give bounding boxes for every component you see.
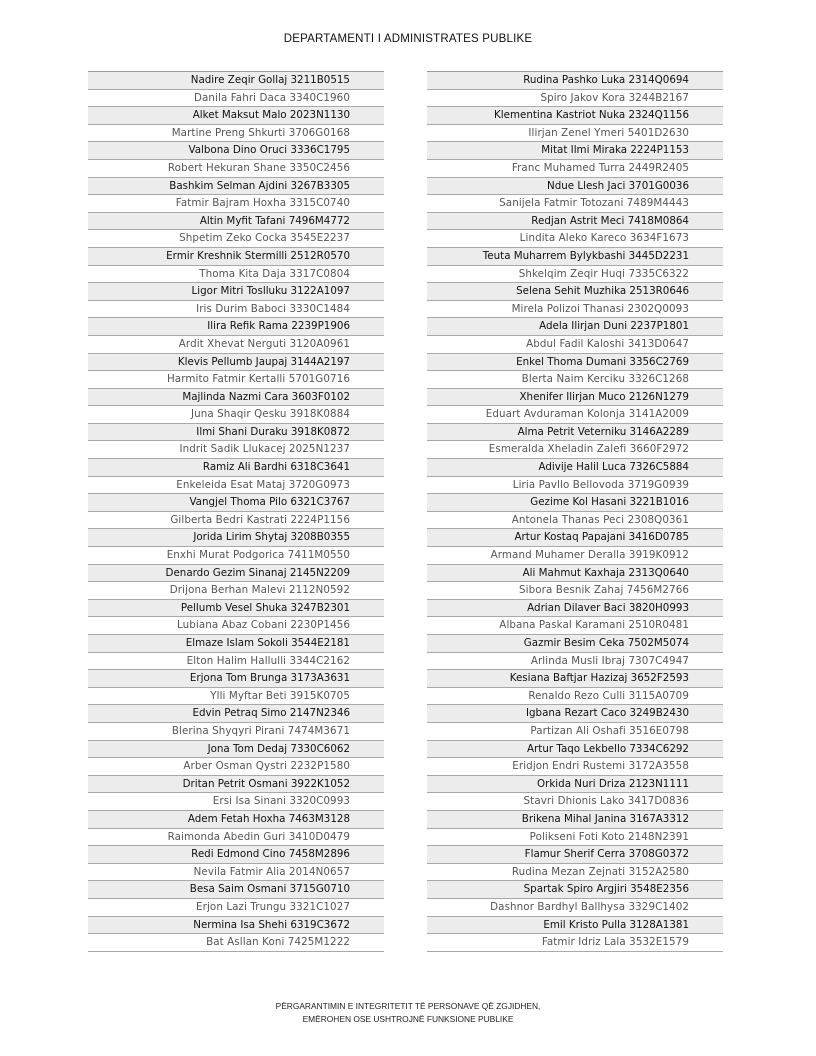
name-entry-row: Enkeleida Esat Mataj 3720G0973 bbox=[88, 477, 384, 495]
name-entry-row: Elmaze Islam Sokoli 3544E2181 bbox=[88, 635, 384, 653]
name-entry-row: Redjan Astrit Meci 7418M0864 bbox=[427, 213, 723, 231]
name-entry-row: Eduart Avduraman Kolonja 3141A2009 bbox=[427, 406, 723, 424]
name-entry-row: Polikseni Foti Koto 2148N2391 bbox=[427, 829, 723, 847]
name-entry-row: Danila Fahri Daca 3340C1960 bbox=[88, 90, 384, 108]
name-entry-row: Shkelqim Zeqir Huqi 7335C6322 bbox=[427, 266, 723, 284]
name-entry-row: Martine Preng Shkurti 3706G0168 bbox=[88, 125, 384, 143]
name-entry-row: Ylli Myftar Beti 3915K0705 bbox=[88, 688, 384, 706]
name-entry-row: Artur Taqo Lekbello 7334C6292 bbox=[427, 741, 723, 759]
name-entry-row: Elton Halim Hallulli 3344C2162 bbox=[88, 653, 384, 671]
name-entry-row: Spartak Spiro Argjiri 3548E2356 bbox=[427, 881, 723, 899]
name-entry-row: Besa Saim Osmani 3715G0710 bbox=[88, 881, 384, 899]
name-entry-row: Vangjel Thoma Pilo 6321C3767 bbox=[88, 494, 384, 512]
name-entry-row: Eridjon Endri Rustemi 3172A3558 bbox=[427, 758, 723, 776]
name-entry-row: Arber Osman Qystri 2232P1580 bbox=[88, 758, 384, 776]
name-entry-row: Gezime Kol Hasani 3221B1016 bbox=[427, 494, 723, 512]
name-entry-row: Teuta Muharrem Bylykbashi 3445D2231 bbox=[427, 248, 723, 266]
name-entry-row: Bashkim Selman Ajdini 3267B3305 bbox=[88, 178, 384, 196]
name-entry-row: Enkel Thoma Dumani 3356C2769 bbox=[427, 354, 723, 372]
name-entry-row: Erjon Lazi Trungu 3321C1027 bbox=[88, 899, 384, 917]
name-entry-row: Nadire Zeqir Gollaj 3211B0515 bbox=[88, 72, 384, 90]
right-name-column bbox=[427, 71, 723, 952]
name-entry-row: Igbana Rezart Caco 3249B2430 bbox=[427, 705, 723, 723]
name-entry-row: Ali Mahmut Kaxhaja 2313Q0640 bbox=[427, 565, 723, 583]
name-entry-row: Pellumb Vesel Shuka 3247B2301 bbox=[88, 600, 384, 618]
name-entry-row: Harmito Fatmir Kertalli 5701G0716 bbox=[88, 371, 384, 389]
name-entry-row: Lindita Aleko Kareco 3634F1673 bbox=[427, 230, 723, 248]
name-entry-row: Xhenifer Ilirjan Muco 2126N1279 bbox=[427, 389, 723, 407]
name-entry-row: Raimonda Abedin Guri 3410D0479 bbox=[88, 829, 384, 847]
name-entry-row: Gilberta Bedri Kastrati 2224P1156 bbox=[88, 512, 384, 530]
name-entry-row: Edvin Petraq Simo 2147N2346 bbox=[88, 705, 384, 723]
name-entry-row: Iris Durim Baboci 3330C1484 bbox=[88, 301, 384, 319]
name-entry-row: Valbona Dino Oruci 3336C1795 bbox=[88, 142, 384, 160]
name-entry-row: Abdul Fadil Kaloshi 3413D0647 bbox=[427, 336, 723, 354]
name-entry-row: Brikena Mihal Janina 3167A3312 bbox=[427, 811, 723, 829]
name-entry-row: Lubiana Abaz Cobani 2230P1456 bbox=[88, 617, 384, 635]
name-entry-row: Franc Muhamed Turra 2449R2405 bbox=[427, 160, 723, 178]
name-entry-row: Bat Asllan Koni 7425M1222 bbox=[88, 934, 384, 952]
name-entry-row: Nevila Fatmir Alia 2014N0657 bbox=[88, 864, 384, 882]
name-entry-row: Majlinda Nazmi Cara 3603F0102 bbox=[88, 389, 384, 407]
name-entry-row: Arlinda Musli Ibraj 7307C4947 bbox=[427, 653, 723, 671]
name-entry-row: Redi Edmond Cino 7458M2896 bbox=[88, 846, 384, 864]
name-entry-row: Ligor Mitri Toslluku 3122A1097 bbox=[88, 283, 384, 301]
name-entry-row: Alma Petrit Veterniku 3146A2289 bbox=[427, 424, 723, 442]
name-entry-row: Selena Sehit Muzhika 2513R0646 bbox=[427, 283, 723, 301]
name-entry-row: Orkida Nuri Driza 2123N1111 bbox=[427, 776, 723, 794]
name-entry-row: Liria Pavllo Bellovoda 3719G0939 bbox=[427, 477, 723, 495]
name-entry-row: Ardit Xhevat Nerguti 3120A0961 bbox=[88, 336, 384, 354]
name-entry-row: Klevis Pellumb Jaupaj 3144A2197 bbox=[88, 354, 384, 372]
name-entry-row: Mirela Polizoi Thanasi 2302Q0093 bbox=[427, 301, 723, 319]
name-entry-row: Albana Paskal Karamani 2510R0481 bbox=[427, 617, 723, 635]
name-entry-row: Adem Fetah Hoxha 7463M3128 bbox=[88, 811, 384, 829]
name-entry-row: Esmeralda Xheladin Zalefi 3660F2972 bbox=[427, 441, 723, 459]
name-entry-row: Armand Muhamer Deralla 3919K0912 bbox=[427, 547, 723, 565]
name-entry-row: Ilira Refik Rama 2239P1906 bbox=[88, 318, 384, 336]
name-entry-row: Sanijela Fatmir Totozani 7489M4443 bbox=[427, 195, 723, 213]
name-entry-row: Dritan Petrit Osmani 3922K1052 bbox=[88, 776, 384, 794]
name-entry-row: Rudina Pashko Luka 2314Q0694 bbox=[427, 72, 723, 90]
name-entry-row: Blerta Naim Kerciku 3326C1268 bbox=[427, 371, 723, 389]
name-entry-row: Mitat Ilmi Miraka 2224P1153 bbox=[427, 142, 723, 160]
name-entry-row: Ndue Llesh Jaci 3701G0036 bbox=[427, 178, 723, 196]
name-entry-row: Kesiana Baftjar Hazizaj 3652F2593 bbox=[427, 670, 723, 688]
name-entry-row: Erjona Tom Brunga 3173A3631 bbox=[88, 670, 384, 688]
name-entry-row: Juna Shaqir Qesku 3918K0884 bbox=[88, 406, 384, 424]
name-entry-row: Gazmir Besim Ceka 7502M5074 bbox=[427, 635, 723, 653]
name-entry-row: Fatmir Bajram Hoxha 3315C0740 bbox=[88, 195, 384, 213]
name-entry-row: Nermina Isa Shehi 6319C3672 bbox=[88, 917, 384, 935]
name-entry-row: Spiro Jakov Kora 3244B2167 bbox=[427, 90, 723, 108]
name-entry-row: Jona Tom Dedaj 7330C6062 bbox=[88, 741, 384, 759]
left-name-column bbox=[88, 71, 384, 952]
name-entry-row: Adivije Halil Luca 7326C5884 bbox=[427, 459, 723, 477]
name-entry-row: Adrian Dilaver Baci 3820H0993 bbox=[427, 600, 723, 618]
name-entry-row: Renaldo Rezo Culli 3115A0709 bbox=[427, 688, 723, 706]
name-entry-row: Drijona Berhan Malevi 2112N0592 bbox=[88, 582, 384, 600]
name-entry-row: Partizan Ali Oshafi 3516E0798 bbox=[427, 723, 723, 741]
name-entry-row: Indrit Sadik Llukacej 2025N1237 bbox=[88, 441, 384, 459]
footer-line-1: PËRGARANTIMIN E INTEGRITETIT TË PERSONAVE QË ZGJIDHEN, bbox=[275, 1001, 541, 1011]
name-entry-row: Thoma Kita Daja 3317C0804 bbox=[88, 266, 384, 284]
name-entry-row: Robert Hekuran Shane 3350C2456 bbox=[88, 160, 384, 178]
name-entry-row: Ersi Isa Sinani 3320C0993 bbox=[88, 793, 384, 811]
name-entry-row: Stavri Dhionis Lako 3417D0836 bbox=[427, 793, 723, 811]
name-entry-row: Flamur Sherif Cerra 3708G0372 bbox=[427, 846, 723, 864]
name-entry-row: Ilirjan Zenel Ymeri 5401D2630 bbox=[427, 125, 723, 143]
name-entry-row: Dashnor Bardhyl Ballhysa 3329C1402 bbox=[427, 899, 723, 917]
name-entry-row: Altin Myfit Tafani 7496M4772 bbox=[88, 213, 384, 231]
page-title: DEPARTAMENTI I ADMINISTRATES PUBLIKE bbox=[283, 33, 533, 45]
name-entry-row: Antonela Thanas Peci 2308Q0361 bbox=[427, 512, 723, 530]
name-entry-row: Ramiz Ali Bardhi 6318C3641 bbox=[88, 459, 384, 477]
name-entry-row: Blerina Shyqyri Pirani 7474M3671 bbox=[88, 723, 384, 741]
name-entry-row: Jorida Lirim Shytaj 3208B0355 bbox=[88, 529, 384, 547]
footer-line-2: EMËROHEN OSE USHTROJNË FUNKSIONE PUBLIKE bbox=[302, 1014, 514, 1024]
name-entry-row: Emil Kristo Pulla 3128A1381 bbox=[427, 917, 723, 935]
name-entry-row: Denardo Gezim Sinanaj 2145N2209 bbox=[88, 565, 384, 583]
name-entry-row: Alket Maksut Malo 2023N1130 bbox=[88, 107, 384, 125]
name-entry-row: Klementina Kastriot Nuka 2324Q1156 bbox=[427, 107, 723, 125]
name-entry-row: Artur Kostaq Papajani 3416D0785 bbox=[427, 529, 723, 547]
name-entry-row: Enxhi Murat Podgorica 7411M0550 bbox=[88, 547, 384, 565]
name-entry-row: Adela Ilirjan Duni 2237P1801 bbox=[427, 318, 723, 336]
page-footer bbox=[0, 1000, 816, 1026]
name-entry-row: Fatmir Idriz Lala 3532E1579 bbox=[427, 934, 723, 952]
name-entry-row: Sibora Besnik Zahaj 7456M2766 bbox=[427, 582, 723, 600]
name-entry-row: Shpetim Zeko Cocka 3545E2237 bbox=[88, 230, 384, 248]
name-entry-row: Ilmi Shani Duraku 3918K0872 bbox=[88, 424, 384, 442]
name-entry-row: Rudina Mezan Zejnati 3152A2580 bbox=[427, 864, 723, 882]
name-entry-row: Ermir Kreshnik Stermilli 2512R0570 bbox=[88, 248, 384, 266]
